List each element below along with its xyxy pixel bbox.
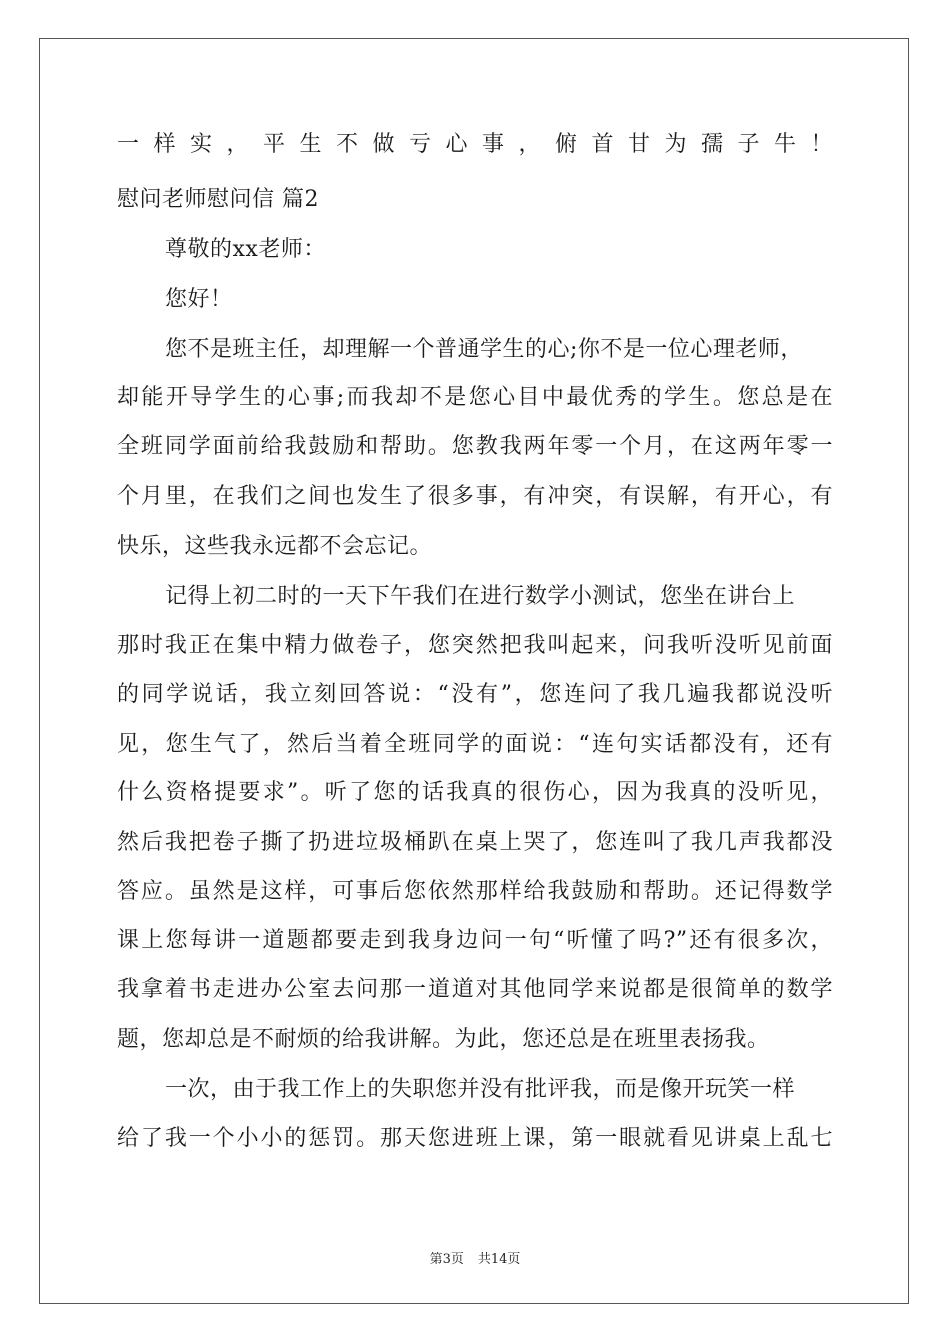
text-line: 我拿着书走进办公室去问那一道道对其他同学来说都是很简单的数学 [117,977,833,1002]
page-footer [0,1248,950,1267]
text-line: 一样实，平生不做亏心事，俯首甘为孺子牛！ [117,132,833,157]
text-line: 什么资格提要求”。听了您的话我真的很伤心，因为我真的没听见， [117,780,833,805]
salutation: 尊敬的xx老师： [165,237,326,262]
text-line: 您不是班主任，却理解一个普通学生的心;你不是一位心理老师， [165,337,803,362]
text-line: 答应。虽然是这样，可事后您依然那样给我鼓励和帮助。还记得数学 [117,879,833,904]
text-line: 课上您每讲一道题都要走到我身边问一句“听懂了吗?”还有很多次， [117,928,833,953]
text-line: 然后我把卷子撕了扔进垃圾桶趴在桌上哭了，您连叫了我几声我都没 [117,830,833,855]
page-border [39,38,909,1304]
text-line: 全班同学面前给我鼓励和帮助。您教我两年零一个月，在这两年零一 [117,434,833,459]
text-line: 给了我一个小小的惩罚。那天您进班上课，第一眼就看见讲桌上乱七 [117,1126,833,1151]
text-line: 却能开导学生的心事;而我却不是您心目中最优秀的学生。您总是在 [117,385,833,410]
greeting: 您好！ [165,287,233,312]
page-number: 第3页 [429,1252,464,1267]
text-line: 题，您却总是不耐烦的给我讲解。为此，您还总是在班里表扬我。 [117,1027,770,1052]
text-line: 个月里，在我们之间也发生了很多事，有冲突，有误解，有开心，有 [117,484,833,509]
section-heading: 慰问老师慰问信 篇2 [117,187,319,212]
text-line: 记得上初二时的一天下午我们在进行数学小测试，您坐在讲台上 [165,584,796,609]
page-total: 共14页 [477,1252,521,1267]
text-line: 一次，由于我工作上的失职您并没有批评我，而是像开玩笑一样 [165,1077,796,1102]
text-line: 的同学说话，我立刻回答说：“没有”，您连问了我几遍我都说没听 [117,682,833,707]
text-line: 那时我正在集中精力做卷子，您突然把我叫起来，问我听没听见前面 [117,633,833,658]
text-line: 快乐，这些我永远都不会忘记。 [117,534,433,559]
text-line: 见，您生气了，然后当着全班同学的面说：“连句实话都没有，还有 [117,732,833,757]
